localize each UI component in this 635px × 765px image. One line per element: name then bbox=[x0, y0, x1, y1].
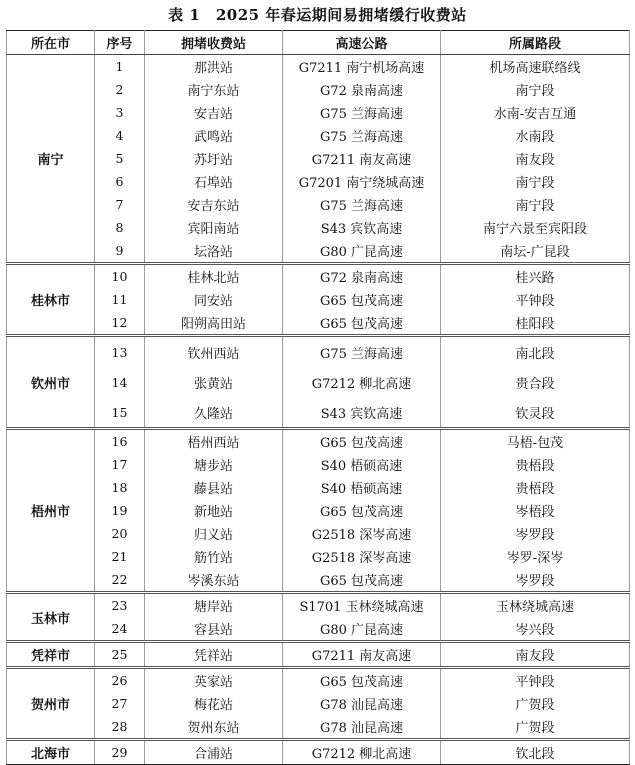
index-cell: 22 bbox=[95, 568, 145, 593]
highway-cell: S43 宾钦高速 bbox=[283, 216, 441, 239]
section-cell: 钦灵段 bbox=[441, 397, 630, 429]
section-cell: 广贺段 bbox=[441, 692, 630, 715]
section-cell: 南宁段 bbox=[441, 170, 630, 193]
table-row bbox=[7, 367, 630, 397]
index-cell: 5 bbox=[95, 147, 145, 170]
index-cell: 11 bbox=[95, 288, 145, 311]
highway-cell: G72 泉南高速 bbox=[283, 78, 441, 101]
section-cell: 平钟段 bbox=[441, 288, 630, 311]
station-cell: 阳朔高田站 bbox=[145, 311, 283, 336]
index-cell: 8 bbox=[95, 216, 145, 239]
table-row bbox=[7, 642, 630, 668]
highway-cell: G65 包茂高速 bbox=[283, 429, 441, 454]
station-cell: 梅花站 bbox=[145, 692, 283, 715]
section-cell: 南坛-广昆段 bbox=[441, 239, 630, 264]
index-cell: 15 bbox=[95, 397, 145, 429]
station-cell: 武鸣站 bbox=[145, 124, 283, 147]
station-cell: 久隆站 bbox=[145, 397, 283, 429]
index-cell: 25 bbox=[95, 642, 145, 668]
index-cell: 10 bbox=[95, 264, 145, 289]
index-cell: 9 bbox=[95, 239, 145, 264]
highway-cell: G75 兰海高速 bbox=[283, 336, 441, 368]
table-row bbox=[7, 545, 630, 568]
station-cell: 南宁东站 bbox=[145, 78, 283, 101]
section-cell: 贵合段 bbox=[441, 367, 630, 397]
table-row bbox=[7, 311, 630, 336]
section-cell: 广贺段 bbox=[441, 715, 630, 740]
section-cell: 贵梧段 bbox=[441, 453, 630, 476]
section-cell: 岑罗段 bbox=[441, 522, 630, 545]
highway-cell: G65 包茂高速 bbox=[283, 668, 441, 693]
header-section: 所属路段 bbox=[441, 31, 630, 55]
highway-cell: S1701 玉林绕城高速 bbox=[283, 593, 441, 618]
index-cell: 23 bbox=[95, 593, 145, 618]
index-cell: 4 bbox=[95, 124, 145, 147]
station-cell: 安吉东站 bbox=[145, 193, 283, 216]
station-cell: 藤县站 bbox=[145, 476, 283, 499]
table-row bbox=[7, 216, 630, 239]
station-cell: 那洪站 bbox=[145, 55, 283, 79]
city-cell: 南宁 bbox=[7, 55, 95, 264]
station-cell: 宾阳南站 bbox=[145, 216, 283, 239]
section-cell: 水南段 bbox=[441, 124, 630, 147]
section-cell: 桂兴路 bbox=[441, 264, 630, 289]
table-row bbox=[7, 55, 630, 79]
station-cell: 岑溪东站 bbox=[145, 568, 283, 593]
table-row bbox=[7, 239, 630, 264]
table-row bbox=[7, 522, 630, 545]
highway-cell: G65 包茂高速 bbox=[283, 568, 441, 593]
highway-cell: G80 广昆高速 bbox=[283, 239, 441, 264]
table-row bbox=[7, 617, 630, 642]
section-cell: 水南-安吉互通 bbox=[441, 101, 630, 124]
header-row bbox=[7, 31, 630, 55]
highway-cell: G78 汕昆高速 bbox=[283, 692, 441, 715]
station-cell: 同安站 bbox=[145, 288, 283, 311]
index-cell: 17 bbox=[95, 453, 145, 476]
highway-cell: G7211 南宁机场高速 bbox=[283, 55, 441, 79]
index-cell: 3 bbox=[95, 101, 145, 124]
table-row bbox=[7, 593, 630, 618]
table-row bbox=[7, 453, 630, 476]
header-city: 所在市 bbox=[7, 31, 95, 55]
station-cell: 归义站 bbox=[145, 522, 283, 545]
highway-cell: G75 兰海高速 bbox=[283, 193, 441, 216]
highway-cell: G2518 深岑高速 bbox=[283, 545, 441, 568]
index-cell: 12 bbox=[95, 311, 145, 336]
highway-cell: S43 宾钦高速 bbox=[283, 397, 441, 429]
table-body bbox=[7, 55, 630, 765]
highway-cell: G65 包茂高速 bbox=[283, 288, 441, 311]
station-cell: 英家站 bbox=[145, 668, 283, 693]
section-cell: 岑兴段 bbox=[441, 617, 630, 642]
section-cell: 南宁段 bbox=[441, 78, 630, 101]
section-cell: 南宁段 bbox=[441, 193, 630, 216]
section-cell: 南友段 bbox=[441, 147, 630, 170]
highway-cell: S40 梧硕高速 bbox=[283, 453, 441, 476]
table-row bbox=[7, 740, 630, 765]
table-row bbox=[7, 264, 630, 289]
highway-cell: G2518 深岑高速 bbox=[283, 522, 441, 545]
index-cell: 6 bbox=[95, 170, 145, 193]
header-index: 序号 bbox=[95, 31, 145, 55]
index-cell: 19 bbox=[95, 499, 145, 522]
header-highway: 高速公路 bbox=[283, 31, 441, 55]
station-cell: 贺州东站 bbox=[145, 715, 283, 740]
table-row bbox=[7, 397, 630, 429]
highway-cell: G65 包茂高速 bbox=[283, 499, 441, 522]
table-row bbox=[7, 193, 630, 216]
station-cell: 塘岸站 bbox=[145, 593, 283, 618]
table-row bbox=[7, 170, 630, 193]
table-row bbox=[7, 668, 630, 693]
index-cell: 2 bbox=[95, 78, 145, 101]
station-cell: 苏圩站 bbox=[145, 147, 283, 170]
highway-cell: G78 汕昆高速 bbox=[283, 715, 441, 740]
station-cell: 钦州西站 bbox=[145, 336, 283, 368]
city-cell: 玉林市 bbox=[7, 593, 95, 642]
section-cell: 马梧-包茂 bbox=[441, 429, 630, 454]
station-cell: 坛洛站 bbox=[145, 239, 283, 264]
section-cell: 平钟段 bbox=[441, 668, 630, 693]
index-cell: 26 bbox=[95, 668, 145, 693]
highway-cell: G75 兰海高速 bbox=[283, 124, 441, 147]
section-cell: 岑罗-深岑 bbox=[441, 545, 630, 568]
station-cell: 张黄站 bbox=[145, 367, 283, 397]
section-cell: 桂阳段 bbox=[441, 311, 630, 336]
section-cell: 南北段 bbox=[441, 336, 630, 368]
table-row bbox=[7, 429, 630, 454]
table-row bbox=[7, 568, 630, 593]
city-cell: 北海市 bbox=[7, 740, 95, 765]
city-cell: 凭祥市 bbox=[7, 642, 95, 668]
station-cell: 石埠站 bbox=[145, 170, 283, 193]
highway-cell: G80 广昆高速 bbox=[283, 617, 441, 642]
index-cell: 21 bbox=[95, 545, 145, 568]
station-cell: 安吉站 bbox=[145, 101, 283, 124]
table-row bbox=[7, 476, 630, 499]
city-cell: 贺州市 bbox=[7, 668, 95, 740]
toll-station-table bbox=[6, 30, 630, 765]
highway-cell: G7201 南宁绕城高速 bbox=[283, 170, 441, 193]
station-cell: 塘步站 bbox=[145, 453, 283, 476]
table-row bbox=[7, 692, 630, 715]
section-cell: 南宁六景至宾阳段 bbox=[441, 216, 630, 239]
table-row bbox=[7, 499, 630, 522]
index-cell: 1 bbox=[95, 55, 145, 79]
station-cell: 合浦站 bbox=[145, 740, 283, 765]
table-row bbox=[7, 147, 630, 170]
city-cell: 桂林市 bbox=[7, 264, 95, 336]
header-station: 拥堵收费站 bbox=[145, 31, 283, 55]
highway-cell: G72 泉南高速 bbox=[283, 264, 441, 289]
section-cell: 岑梧段 bbox=[441, 499, 630, 522]
station-cell: 凭祥站 bbox=[145, 642, 283, 668]
station-cell: 梧州西站 bbox=[145, 429, 283, 454]
section-cell: 机场高速联络线 bbox=[441, 55, 630, 79]
table-row bbox=[7, 715, 630, 740]
highway-cell: G75 兰海高速 bbox=[283, 101, 441, 124]
highway-cell: G65 包茂高速 bbox=[283, 311, 441, 336]
index-cell: 24 bbox=[95, 617, 145, 642]
table-row bbox=[7, 124, 630, 147]
highway-cell: G7212 柳北高速 bbox=[283, 367, 441, 397]
index-cell: 18 bbox=[95, 476, 145, 499]
index-cell: 14 bbox=[95, 367, 145, 397]
section-cell: 钦北段 bbox=[441, 740, 630, 765]
highway-cell: G7212 柳北高速 bbox=[283, 740, 441, 765]
index-cell: 7 bbox=[95, 193, 145, 216]
section-cell: 玉林绕城高速 bbox=[441, 593, 630, 618]
station-cell: 筋竹站 bbox=[145, 545, 283, 568]
index-cell: 16 bbox=[95, 429, 145, 454]
station-cell: 新地站 bbox=[145, 499, 283, 522]
table-row bbox=[7, 288, 630, 311]
index-cell: 29 bbox=[95, 740, 145, 765]
index-cell: 13 bbox=[95, 336, 145, 368]
station-cell: 容县站 bbox=[145, 617, 283, 642]
index-cell: 27 bbox=[95, 692, 145, 715]
highway-cell: S40 梧硕高速 bbox=[283, 476, 441, 499]
highway-cell: G7211 南友高速 bbox=[283, 642, 441, 668]
index-cell: 28 bbox=[95, 715, 145, 740]
section-cell: 南友段 bbox=[441, 642, 630, 668]
section-cell: 岑罗段 bbox=[441, 568, 630, 593]
city-cell: 钦州市 bbox=[7, 336, 95, 429]
highway-cell: G7211 南友高速 bbox=[283, 147, 441, 170]
index-cell: 20 bbox=[95, 522, 145, 545]
table-row bbox=[7, 101, 630, 124]
section-cell: 贵梧段 bbox=[441, 476, 630, 499]
table-row bbox=[7, 78, 630, 101]
station-cell: 桂林北站 bbox=[145, 264, 283, 289]
city-cell: 梧州市 bbox=[7, 429, 95, 593]
table-title: 表 1 2025 年春运期间易拥堵缓行收费站 bbox=[168, 6, 467, 24]
table-row bbox=[7, 336, 630, 368]
